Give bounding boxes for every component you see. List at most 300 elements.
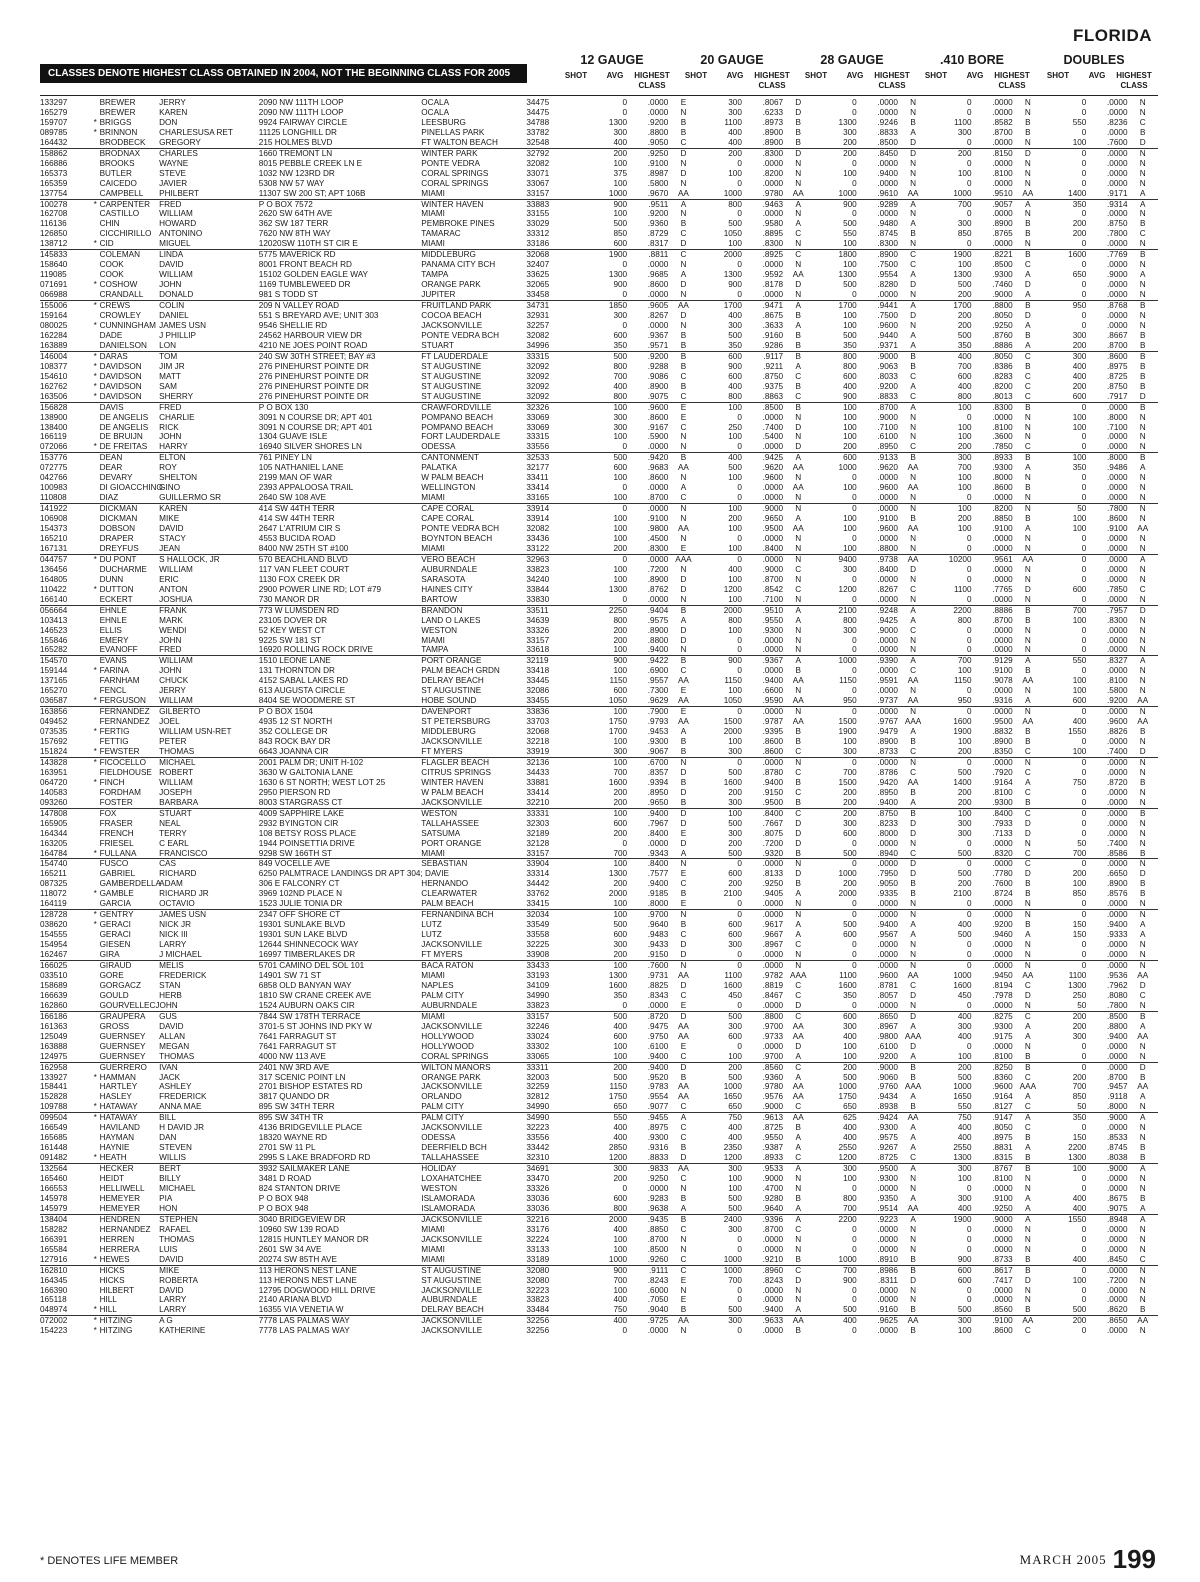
member-id: 163506 <box>40 392 91 402</box>
g12-avg: .9833 <box>647 1164 669 1174</box>
first-name: FRANK <box>159 605 187 615</box>
member-id: 138404 <box>40 1214 68 1224</box>
life-member-mark <box>91 544 100 554</box>
g12-shot: 100 <box>613 564 628 574</box>
g12-shot: 600 <box>613 930 628 940</box>
g20-shot: 0 <box>737 554 742 564</box>
dbl-class: N <box>1128 899 1158 909</box>
g20-avg: .3633 <box>762 320 784 330</box>
g12-class: C <box>668 138 698 148</box>
g28-avg: .8900 <box>877 737 898 747</box>
last-name: FEWSTER <box>100 747 160 757</box>
dbl-shot: 0 <box>1081 757 1087 767</box>
g20-shot: 100 <box>728 737 742 747</box>
life-member-mark: * <box>93 301 97 311</box>
g28-avg: .9000 <box>877 412 898 422</box>
g410-class: B <box>1013 1153 1043 1163</box>
dbl-shot: 200 <box>1072 869 1087 879</box>
g12-avg: .9571 <box>627 341 668 351</box>
dbl-class: N <box>1128 1102 1158 1112</box>
city: ISLAMORADA <box>421 1193 475 1203</box>
dbl-avg: .0000 <box>1107 635 1128 645</box>
g410-avg: .8050 <box>992 311 1013 321</box>
g410-class: B <box>1025 605 1031 615</box>
dbl-avg: .9118 <box>1107 1092 1128 1102</box>
g20-class: N <box>795 574 802 584</box>
g28-class: N <box>910 635 917 645</box>
g12-shot: 100 <box>613 757 628 767</box>
first-name: JERRY <box>159 98 186 107</box>
zip-code: 33470 <box>526 1174 550 1184</box>
first-name: THOMAS <box>159 1052 259 1062</box>
g20-avg: .8700 <box>762 574 784 584</box>
dbl-avg: .0000 <box>1107 1285 1128 1295</box>
g28-shot: 300 <box>843 1164 857 1174</box>
dbl-shot: 0 <box>1081 320 1087 330</box>
dbl-avg: .7800 <box>1107 229 1128 239</box>
g28-class: N <box>910 107 917 117</box>
g12-avg: .8811 <box>648 250 669 260</box>
street-address: P O BOX 948 <box>258 1193 309 1203</box>
class-label: CLASS <box>1120 81 1148 90</box>
first-name: STEPHEN <box>159 1214 198 1224</box>
g28-avg: .0000 <box>857 595 898 605</box>
g12-class: C <box>680 229 687 239</box>
g28-shot: 700 <box>843 1265 857 1275</box>
g20-shot: 0 <box>737 1234 742 1244</box>
g20-avg: .9510 <box>762 605 784 615</box>
g28-avg: .0000 <box>857 493 898 503</box>
g410-class: A <box>1025 777 1031 787</box>
avg-col-header: AVG <box>726 71 744 80</box>
member-id: 153776 <box>40 453 68 463</box>
g28-class: N <box>910 1174 917 1184</box>
g28-shot: 0 <box>852 1224 857 1234</box>
g410-avg: .0000 <box>992 940 1013 950</box>
dbl-class: A <box>1140 199 1146 209</box>
g20-shot: 500 <box>728 767 742 777</box>
g20-class: B <box>795 330 801 340</box>
life-member-mark <box>91 1245 100 1255</box>
dbl-shot: 0 <box>1081 707 1087 717</box>
g12-shot: 100 <box>613 432 628 442</box>
g410-shot: 1150 <box>953 676 972 686</box>
first-name: JOHN <box>159 432 182 442</box>
g12-avg: .9400 <box>647 879 669 889</box>
last-name: CRANDALL <box>100 290 160 300</box>
g12-avg: .9433 <box>647 940 669 950</box>
g28-avg: .0000 <box>877 859 898 869</box>
dbl-avg: .8000 <box>1107 453 1128 463</box>
g12-class: D <box>680 1011 687 1021</box>
g410-shot: 1000 <box>953 1082 972 1092</box>
g28-shot: 0 <box>852 1234 857 1244</box>
zip-code: 33414 <box>526 787 550 797</box>
g28-shot: 300 <box>843 625 857 635</box>
life-member-mark <box>91 1022 100 1032</box>
g20-shot: 900 <box>728 361 742 371</box>
g410-shot: 100 <box>957 260 972 270</box>
life-member-mark <box>91 229 100 239</box>
dbl-avg: .6650 <box>1107 869 1128 879</box>
g28-avg: .7100 <box>877 422 898 432</box>
g410-shot: 0 <box>928 645 971 655</box>
member-id: 163889 <box>40 341 91 351</box>
first-name: TERRY <box>159 828 187 838</box>
street-address: 1630 6 ST NORTH; WEST LOT 25 <box>258 777 386 787</box>
g20-avg: .9160 <box>762 330 784 340</box>
member-row <box>40 991 1158 1001</box>
g20-shot: 500 <box>728 219 742 229</box>
life-member-mark <box>91 148 100 158</box>
last-name: DU PONT <box>99 554 137 564</box>
first-name: WILLIAM <box>159 656 193 666</box>
member-row <box>40 575 1158 585</box>
dbl-avg: .0000 <box>1107 1183 1128 1193</box>
g28-class: D <box>910 1041 917 1051</box>
zip-code: 33703 <box>526 717 550 727</box>
life-member-mark: * <box>93 361 97 371</box>
dbl-shot: 400 <box>1043 1204 1086 1214</box>
g20-shot: 300 <box>728 320 742 330</box>
g20-class: AA <box>792 463 804 473</box>
dbl-avg: .0000 <box>1107 402 1128 412</box>
g12-shot: 2000 <box>608 1214 628 1224</box>
dbl-shot: 0 <box>1081 209 1087 219</box>
last-name: DI GIOACCHINO <box>99 483 163 493</box>
g12-avg: .0000 <box>647 504 669 514</box>
last-name: GAMBERDELLA <box>99 879 161 889</box>
g28-avg: .8950 <box>857 442 898 452</box>
member-id: 064720 <box>40 777 68 787</box>
dbl-class: B <box>1140 1193 1146 1203</box>
last-name: HERRERA <box>99 1244 140 1254</box>
g20-shot: 1000 <box>699 189 742 199</box>
g410-shot: 1100 <box>953 584 972 594</box>
city: JACKSONVILLE <box>421 1082 483 1092</box>
g12-avg: .9288 <box>647 361 669 371</box>
member-id: 163205 <box>40 838 68 848</box>
g20-shot: 400 <box>728 1123 742 1133</box>
g12-avg: .0000 <box>647 838 669 848</box>
dbl-avg: .0000 <box>1107 787 1128 797</box>
last-name: CHIN <box>99 219 120 229</box>
street-address: 1944 POINSETTIA DRIVE <box>258 838 355 848</box>
member-id: 116136 <box>40 219 67 229</box>
g20-avg: .9592 <box>762 270 784 280</box>
city: OCALA <box>421 98 450 107</box>
city: WESTON <box>421 625 458 635</box>
g12-avg: .7050 <box>647 1295 669 1305</box>
street-address: 3091 N COURSE DR; APT 401 <box>258 422 373 432</box>
g12-shot: 1300 <box>608 584 628 594</box>
g20-shot: 0 <box>699 290 742 300</box>
city: SATSUMA <box>421 828 461 838</box>
g12-avg: .9077 <box>627 1102 668 1112</box>
first-name: WILLIS <box>159 1153 259 1163</box>
g410-shot: 300 <box>957 1164 972 1174</box>
member-row <box>40 879 1158 889</box>
street-address: 105 NATHANIEL LANE <box>258 463 344 473</box>
city: ODESSA <box>421 442 526 452</box>
g12-shot: 100 <box>584 493 627 503</box>
first-name: FRANCISCO <box>159 849 259 859</box>
g28-avg: .0000 <box>857 645 898 655</box>
member-id: 159707 <box>40 117 68 127</box>
city: CANTONMENT <box>421 453 479 463</box>
member-row <box>40 1123 1158 1133</box>
g410-class: A <box>1013 290 1043 300</box>
g12-avg: .9670 <box>627 189 668 199</box>
dbl-shot: 0 <box>1043 1052 1086 1062</box>
g410-class: B <box>1025 727 1031 737</box>
g410-class: N <box>1024 209 1031 219</box>
street-address: 19301 SUNLAKE BLVD <box>258 920 346 930</box>
life-member-mark <box>91 1011 100 1021</box>
street-address: 9546 SHELLIE RD <box>258 320 328 330</box>
member-row <box>40 656 1158 666</box>
zip-code: 33436 <box>526 533 550 543</box>
life-member-mark: * <box>93 666 97 676</box>
g410-shot: 0 <box>966 158 972 168</box>
g410-class: N <box>1024 574 1031 584</box>
g12-shot: 850 <box>613 229 628 239</box>
dbl-class: N <box>1139 615 1146 625</box>
g20-shot: 2000 <box>723 605 742 615</box>
g410-shot: 0 <box>928 493 971 503</box>
zip-code: 34240 <box>526 574 550 584</box>
first-name: WILLIAM <box>159 696 259 706</box>
dbl-shot: 1100 <box>1068 970 1087 980</box>
g410-shot: 0 <box>966 625 972 635</box>
city: BRANDON <box>421 605 463 615</box>
city: HOLLYWOOD <box>421 1031 474 1041</box>
g28-class: D <box>910 1275 917 1285</box>
g28-shot: 0 <box>852 1326 857 1336</box>
g410-class: AA <box>1022 717 1034 727</box>
g410-avg: .8900 <box>992 219 1013 229</box>
zip-code: 32224 <box>526 1234 550 1244</box>
member-row <box>40 747 1158 757</box>
dbl-class: N <box>1139 98 1146 107</box>
g28-class: A <box>910 930 916 940</box>
last-name: CAMPBELL <box>100 189 160 199</box>
dbl-shot: 0 <box>1081 402 1087 412</box>
g28-class: AA <box>907 676 919 686</box>
dbl-class: A <box>1140 270 1146 280</box>
g28-avg: .9400 <box>877 168 898 178</box>
city: ST AUGUSTINE <box>421 1275 482 1285</box>
member-row <box>40 311 1158 321</box>
member-row <box>40 1133 1158 1143</box>
g12-shot: 200 <box>613 787 628 797</box>
g28-class: N <box>910 1285 917 1295</box>
last-name: GIRA <box>100 950 160 960</box>
g20-avg: .0000 <box>762 554 784 564</box>
g12-class: D <box>668 1153 698 1163</box>
g410-class: C <box>1024 1072 1031 1082</box>
g410-class: N <box>1013 544 1043 554</box>
street-address: 7778 LAS PALMAS WAY <box>258 1326 350 1336</box>
g410-avg: .8700 <box>992 127 1013 137</box>
g20-class: C <box>795 767 802 777</box>
g28-avg: .8311 <box>878 1275 898 1285</box>
g410-avg: .8617 <box>992 1265 1013 1275</box>
life-member-mark <box>91 616 100 626</box>
g410-avg: .0000 <box>992 757 1013 767</box>
g12-avg: .0000 <box>647 1326 669 1336</box>
g20-avg: .8780 <box>762 767 784 777</box>
g28-avg: .8725 <box>857 1153 898 1163</box>
g410-shot: 600 <box>957 371 972 381</box>
first-name: SHERRY <box>159 392 259 402</box>
g28-shot: 100 <box>843 737 857 747</box>
g410-shot: 100 <box>957 1326 972 1336</box>
dbl-shot: 0 <box>1081 910 1087 920</box>
g410-class: C <box>1013 442 1043 452</box>
g28-class: N <box>910 504 917 514</box>
g20-class: AA <box>792 270 804 280</box>
g12-shot: 1150 <box>609 1082 628 1092</box>
life-member-mark <box>91 402 100 412</box>
dbl-shot: 0 <box>1081 432 1087 442</box>
g20-shot: 0 <box>737 260 742 270</box>
first-name: CAS <box>159 859 176 869</box>
dbl-avg: .0000 <box>1107 473 1128 483</box>
g28-class: A <box>910 1092 916 1102</box>
dbl-class: A <box>1140 1021 1146 1031</box>
life-member-mark <box>91 605 100 615</box>
g12-shot: 100 <box>613 574 628 584</box>
g12-avg: .9185 <box>647 889 669 899</box>
g12-class: AA <box>677 524 689 534</box>
last-name: BRINNON <box>99 127 138 137</box>
g20-class: B <box>783 341 813 351</box>
street-address: 2640 SW 108 AVE <box>259 493 422 503</box>
g410-avg: .9147 <box>992 1113 1013 1123</box>
g12-shot: 600 <box>584 239 627 249</box>
street-address: P O BOX 1504 <box>258 707 313 717</box>
street-address: 2647 L'ATRIUM CIR S <box>258 524 341 534</box>
g28-avg: .0000 <box>877 1326 898 1336</box>
dbl-shot: 350 <box>1072 199 1087 209</box>
highest-class-col-header <box>752 71 792 91</box>
zip-code: 32257 <box>526 320 550 330</box>
zip-code: 32216 <box>526 1214 550 1224</box>
street-address: P O BOX 130 <box>258 402 309 412</box>
g20-avg: .8542 <box>762 584 784 594</box>
member-row <box>40 565 1158 575</box>
g20-avg: .0000 <box>742 899 783 909</box>
dbl-shot: 50 <box>1043 1102 1086 1112</box>
g20-shot: 0 <box>737 1041 742 1051</box>
g20-avg: .0000 <box>762 1326 784 1336</box>
g28-avg: .9390 <box>877 656 898 666</box>
g20-avg: .0000 <box>762 1041 784 1051</box>
member-id: 138900 <box>40 412 68 422</box>
g410-shot: 700 <box>957 361 972 371</box>
life-member-mark <box>91 179 100 189</box>
life-member-mark <box>91 423 100 433</box>
g12-shot: 100 <box>613 808 628 818</box>
dbl-class: C <box>1128 1255 1158 1265</box>
dbl-avg: .8745 <box>1107 1143 1128 1153</box>
dbl-shot: 0 <box>1043 595 1086 605</box>
city: CITRUS SPRINGS <box>421 767 491 777</box>
zip-code: 33411 <box>526 473 549 483</box>
dbl-shot: 0 <box>1081 1174 1087 1184</box>
avg-col-header: AVG <box>1088 71 1106 80</box>
g28-shot: 0 <box>852 686 857 696</box>
dbl-class: N <box>1139 910 1146 920</box>
dbl-avg: .7769 <box>1107 250 1128 260</box>
g28-class: AA <box>907 524 919 534</box>
g12-shot: 1000 <box>584 189 627 199</box>
dbl-avg: .0000 <box>1107 1326 1128 1336</box>
last-name: HICKS <box>99 1275 125 1285</box>
life-member-mark: * <box>93 1113 97 1123</box>
last-name: FOSTER <box>100 798 160 808</box>
life-member-mark: * <box>93 280 97 290</box>
dbl-class: N <box>1139 209 1146 219</box>
g20-class: A <box>795 920 801 930</box>
dbl-avg: .9333 <box>1107 930 1128 940</box>
member-row <box>40 423 1158 433</box>
dbl-shot: 850 <box>1072 889 1087 899</box>
g12-class: E <box>668 1001 698 1011</box>
member-id: 164784 <box>40 849 91 859</box>
life-member-mark <box>91 788 100 798</box>
zip-code: 33302 <box>526 1041 550 1051</box>
g410-shot: 100 <box>957 483 972 493</box>
street-address: 1130 FOX CREEK DR <box>258 574 341 584</box>
member-row <box>40 473 1158 483</box>
g410-shot: 0 <box>966 1183 972 1193</box>
zip-code: 33069 <box>526 422 550 432</box>
state-heading: FLORIDA <box>1072 26 1152 45</box>
first-name: ROBERT <box>159 767 194 777</box>
g410-class: N <box>1024 158 1031 168</box>
g410-avg: .0000 <box>992 1041 1013 1051</box>
g28-class: B <box>898 1305 928 1315</box>
zip-code: 32082 <box>526 330 550 340</box>
g410-avg: .8050 <box>992 351 1013 361</box>
g410-shot: 0 <box>928 138 971 148</box>
g410-avg: .8100 <box>972 1052 1013 1062</box>
g28-avg: .9425 <box>877 615 898 625</box>
g20-shot: 100 <box>728 686 742 696</box>
g12-avg: .9300 <box>647 1133 669 1143</box>
last-name: GARCIA <box>100 899 160 909</box>
street-address: 2995 S LAKE BRADFORD RD <box>259 1153 422 1163</box>
class-label: CLASS <box>638 81 666 90</box>
g20-class: D <box>783 442 813 452</box>
member-id: 165279 <box>40 107 68 117</box>
city: MIAMI <box>421 970 445 980</box>
first-name: BARBARA <box>159 798 259 808</box>
g410-class: N <box>1024 757 1031 767</box>
g410-shot: 1300 <box>928 1153 971 1163</box>
g12-class: C <box>668 1102 698 1112</box>
g20-shot: 200 <box>728 1062 742 1072</box>
g20-shot: 300 <box>728 1021 742 1031</box>
life-member-mark <box>91 676 100 686</box>
g20-class: N <box>795 168 802 178</box>
g12-shot: 900 <box>613 280 628 290</box>
g20-avg: .9550 <box>762 615 784 625</box>
life-member-mark: * <box>91 442 100 452</box>
last-name: DEAN <box>99 453 123 463</box>
